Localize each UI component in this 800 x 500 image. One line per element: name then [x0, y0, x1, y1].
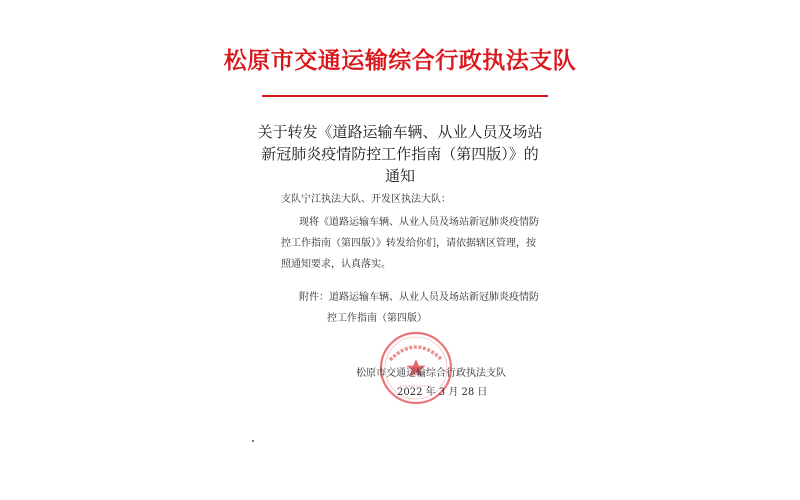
scan-speck	[252, 440, 254, 442]
salutation: 支队宁江执法大队、开发区执法大队：	[281, 194, 451, 205]
body-line-3: 照通知要求，认真落实。	[281, 259, 391, 270]
signature: 松原市交通运输综合行政执法支队	[356, 368, 506, 379]
body-line-2: 控工作指南（第四版）》转发给你们，请依据辖区管理，按	[281, 238, 536, 249]
letterhead-red-rule	[262, 95, 548, 97]
issue-date: 2022 年 3 月 28 日	[397, 387, 488, 398]
document-title-line-3: 通知	[384, 167, 415, 185]
body-line-1: 现将《道路运输车辆、从业人员及场站新冠肺炎疫情防	[299, 217, 539, 228]
document-title-line-2: 新冠肺炎疫情防控工作指南（第四版）》的	[261, 145, 539, 163]
attachment-line-1: 附件：道路运输车辆、从业人员及场站新冠肺炎疫情防	[299, 292, 539, 303]
document-title-line-1: 关于转发《道路运输车辆、从业人员及场站	[257, 123, 543, 141]
attachment-line-2: 控工作指南（第四版）	[327, 313, 427, 324]
letterhead-title: 松原市交通运输综合行政执法支队	[223, 47, 577, 74]
